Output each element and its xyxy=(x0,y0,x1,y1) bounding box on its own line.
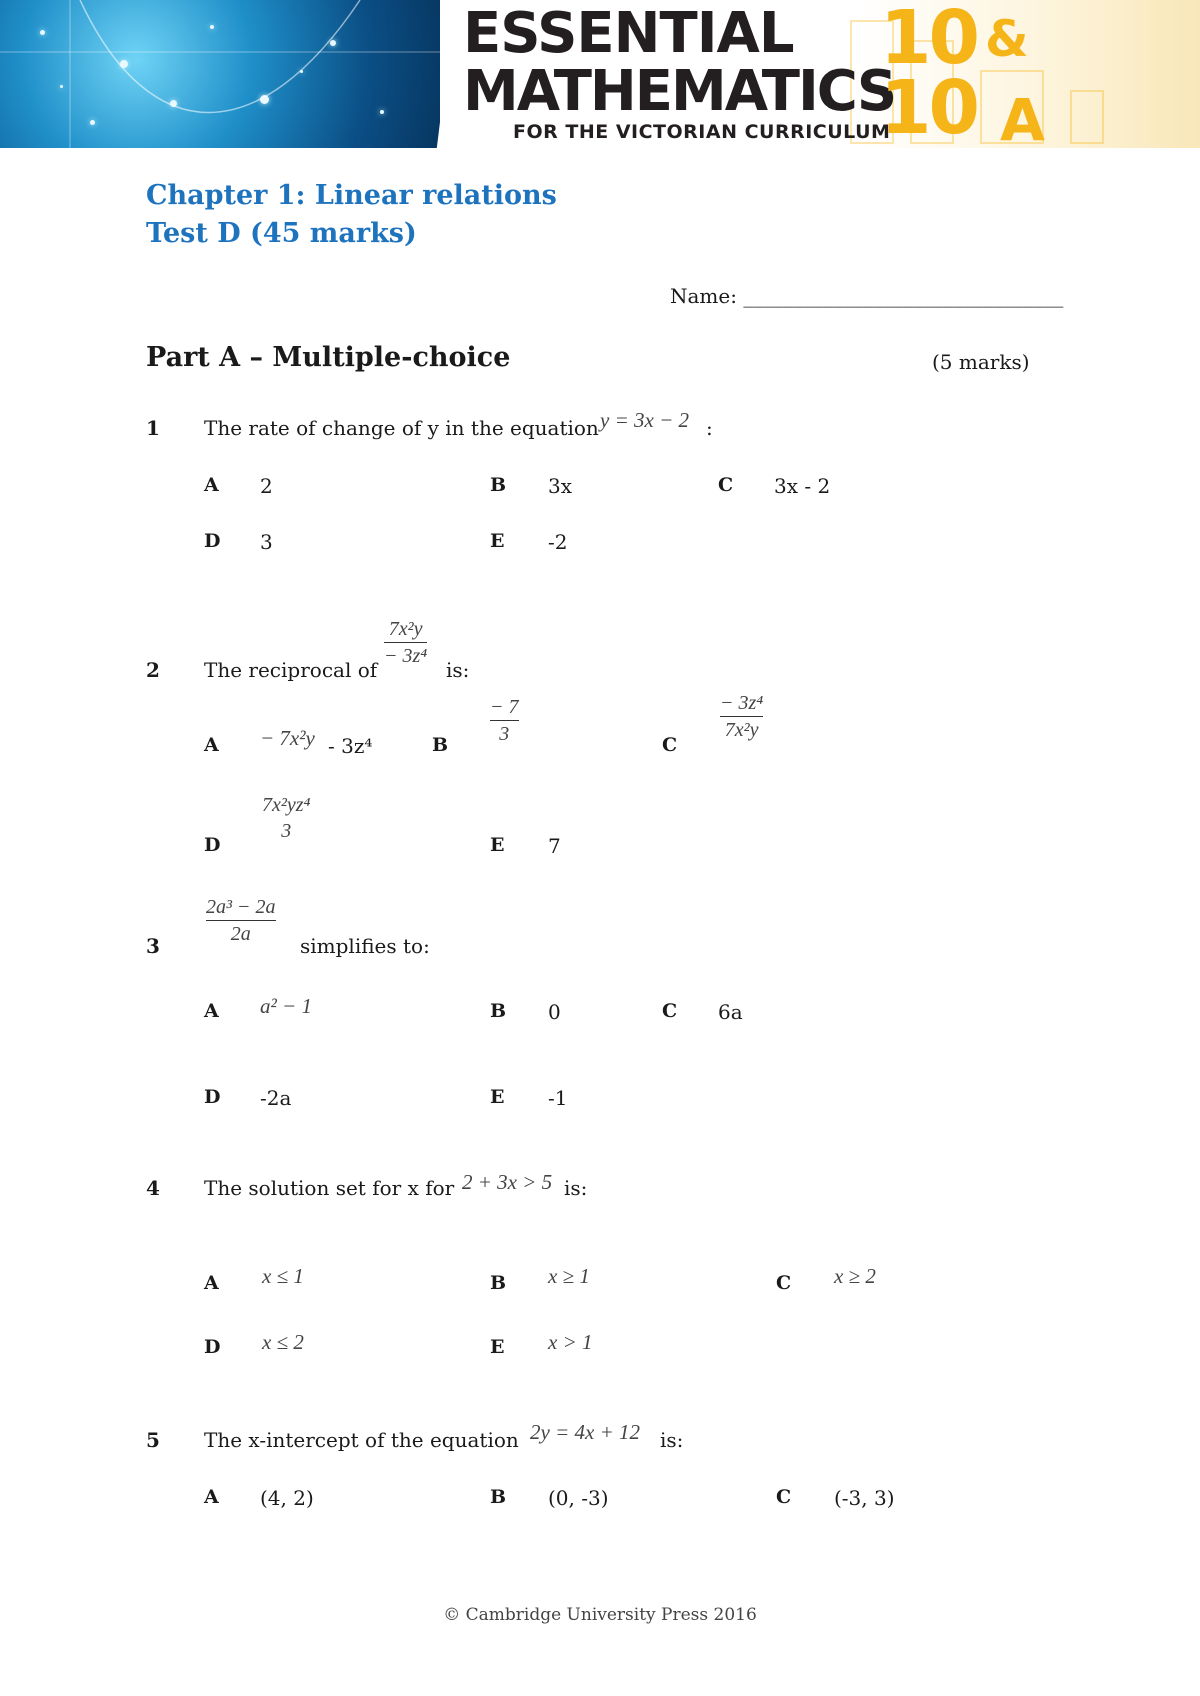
question-math: 2 + 3x > 5 xyxy=(462,1170,553,1194)
fraction-numerator: − 7 xyxy=(490,696,519,718)
option-letter[interactable]: D xyxy=(204,530,221,552)
part-a-marks: (5 marks) xyxy=(932,350,1030,374)
question-text: The solution set for x for xyxy=(204,1176,455,1200)
fraction-numerator: − 3z⁴ xyxy=(720,692,764,714)
fraction-denominator: 2a xyxy=(230,923,251,945)
option-value[interactable]: x ≤ 2 xyxy=(262,1330,304,1354)
option-value[interactable]: x ≥ 2 xyxy=(834,1264,876,1288)
fraction-denominator: − 3z⁴ xyxy=(384,645,428,667)
option-value[interactable]: 7 xyxy=(548,834,561,858)
year-ampersand: & xyxy=(985,10,1029,68)
question-text: The rate of change of y in the equation xyxy=(204,416,599,440)
year-level-10a: 10 xyxy=(880,65,977,148)
fraction-numerator: 7x²yz⁴ xyxy=(262,794,311,816)
option-value[interactable]: (-3, 3) xyxy=(834,1486,895,1510)
option-letter[interactable]: C xyxy=(662,1000,678,1022)
copyright-footer: © Cambridge University Press 2016 xyxy=(443,1605,757,1625)
question-suffix: : xyxy=(706,416,713,440)
part-a-title: Part A – Multiple-choice xyxy=(146,342,511,373)
question-suffix: is: xyxy=(564,1176,588,1200)
fraction-denominator: 3 xyxy=(499,723,510,745)
option-letter[interactable]: B xyxy=(490,1272,507,1294)
option-value[interactable]: (0, -3) xyxy=(548,1486,609,1510)
question-fraction xyxy=(206,894,276,947)
option-letter[interactable]: C xyxy=(776,1272,792,1294)
fraction-denominator: 3 xyxy=(281,820,292,842)
year-level-suffix: A xyxy=(1000,86,1045,148)
option-letter[interactable]: A xyxy=(204,474,219,496)
question-math: 2y = 4x + 12 xyxy=(530,1420,640,1444)
question-text: The x-intercept of the equation xyxy=(204,1428,519,1452)
fraction-numerator: 7x²y xyxy=(388,618,423,640)
option-letter[interactable]: B xyxy=(490,1000,507,1022)
question-fraction xyxy=(384,616,427,669)
option-value-tail[interactable]: - 3z⁴ xyxy=(328,734,373,758)
question-math: y = 3x − 2 xyxy=(600,408,689,432)
option-letter[interactable]: E xyxy=(490,1336,505,1358)
question-text: The reciprocal of xyxy=(204,658,378,682)
space-artwork xyxy=(0,0,455,148)
fraction-numerator: 2a³ − 2a xyxy=(206,896,276,918)
question-suffix: simplifies to: xyxy=(300,934,430,958)
question-number: 4 xyxy=(146,1176,160,1200)
question-number: 3 xyxy=(146,934,160,958)
option-value[interactable]: 3x xyxy=(548,474,573,498)
option-letter[interactable]: E xyxy=(490,834,505,856)
option-value[interactable]: 0 xyxy=(548,1000,561,1024)
chapter-title: Chapter 1: Linear relations xyxy=(146,180,557,211)
option-fraction[interactable] xyxy=(262,792,311,844)
option-value[interactable]: 3 xyxy=(260,530,273,554)
option-letter[interactable]: B xyxy=(490,474,507,496)
brand-line-2: MATHEMATICS xyxy=(463,59,896,124)
option-value[interactable]: 6a xyxy=(718,1000,743,1024)
year-level-10: 10 xyxy=(880,0,977,81)
question-suffix: is: xyxy=(446,658,470,682)
graph-lines-icon xyxy=(0,0,455,148)
option-letter[interactable]: C xyxy=(718,474,734,496)
question-number: 1 xyxy=(146,416,160,440)
option-letter[interactable]: A xyxy=(204,1000,219,1022)
option-letter[interactable]: A xyxy=(204,734,219,756)
option-value[interactable]: − 7x²y xyxy=(260,726,315,750)
name-field[interactable]: Name: ________________________________ xyxy=(670,284,1064,308)
question-number: 5 xyxy=(146,1428,160,1452)
option-value[interactable]: x > 1 xyxy=(548,1330,593,1354)
option-letter[interactable]: C xyxy=(776,1486,792,1508)
option-value[interactable]: x ≥ 1 xyxy=(548,1264,590,1288)
option-letter[interactable]: E xyxy=(490,530,505,552)
option-letter[interactable]: A xyxy=(204,1486,219,1508)
question-suffix: is: xyxy=(660,1428,684,1452)
option-fraction[interactable] xyxy=(720,690,763,743)
header-banner xyxy=(0,0,1200,148)
option-value[interactable]: -2 xyxy=(548,530,568,554)
option-letter[interactable]: C xyxy=(662,734,678,756)
brand-line-1: ESSENTIAL xyxy=(463,1,794,66)
option-fraction[interactable] xyxy=(490,694,519,747)
option-letter[interactable]: D xyxy=(204,834,221,856)
option-letter[interactable]: D xyxy=(204,1336,221,1358)
option-value[interactable]: a² − 1 xyxy=(260,994,312,1018)
option-value[interactable]: x ≤ 1 xyxy=(262,1264,304,1288)
option-letter[interactable]: A xyxy=(204,1272,219,1294)
option-letter[interactable]: B xyxy=(490,1486,507,1508)
option-value[interactable]: -2a xyxy=(260,1086,292,1110)
test-title: Test D (45 marks) xyxy=(146,218,417,249)
brand-subtitle: FOR THE VICTORIAN CURRICULUM xyxy=(513,121,891,143)
option-value[interactable]: (4, 2) xyxy=(260,1486,314,1510)
option-letter[interactable]: D xyxy=(204,1086,221,1108)
option-value[interactable]: 2 xyxy=(260,474,273,498)
question-number: 2 xyxy=(146,658,160,682)
option-value[interactable]: 3x - 2 xyxy=(774,474,831,498)
option-value[interactable]: -1 xyxy=(548,1086,568,1110)
option-letter[interactable]: E xyxy=(490,1086,505,1108)
fraction-denominator: 7x²y xyxy=(724,719,759,741)
option-letter[interactable]: B xyxy=(432,734,449,756)
